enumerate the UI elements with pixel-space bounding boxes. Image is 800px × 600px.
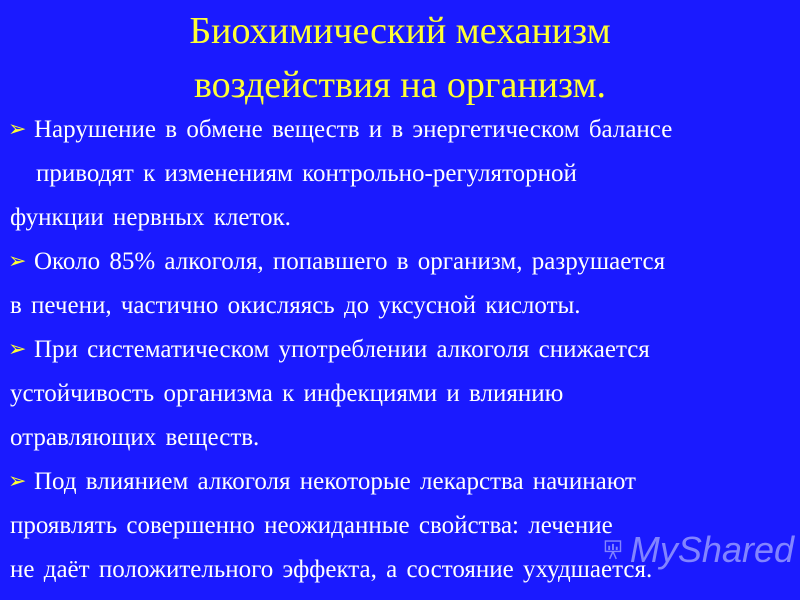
arrow-bullet-icon: ➢ [8,336,27,361]
bullet-item-3 [8,335,650,365]
title-line-1: Биохимический механизм [189,10,611,52]
text-line: Около 85% алкоголя, попавшего в организм, разрушается [34,248,666,275]
text-line: устойчивость организма к инфекциями и влиянию [10,380,564,407]
watermark-text: MyShared [629,529,794,570]
bullet-item-1 [8,115,672,145]
arrow-bullet-icon: ➢ [8,468,27,493]
myshared-watermark [604,518,794,582]
text-line: не даёт положительного эффекта, а состояние ухудшается. [10,556,653,583]
text-line: проявлять совершенно неожиданные свойства: лечение [10,512,613,539]
bullet-item-4 [8,467,636,497]
bullet-item-2 [8,247,665,277]
text-line: Под влиянием алкоголя некоторые лекарства начинают [34,468,636,495]
text-line: При систематическом употреблении алкоголя снижается [34,336,650,363]
presentation-icon [604,527,622,573]
text-line: функции нервных клеток. [10,204,291,231]
text-line: в печени, частично окисляясь до уксусной кислоты. [10,292,581,319]
arrow-bullet-icon: ➢ [8,116,27,141]
text-line: приводят к изменениям контрольно-регуляторной [36,160,577,187]
title-line-2: воздействия на организм. [193,64,607,106]
slide-title [0,4,800,112]
text-line: Нарушение в обмене веществ и в энергетическом балансе [34,116,673,143]
arrow-bullet-icon: ➢ [8,248,27,273]
text-line: отравляющих веществ. [10,424,260,451]
